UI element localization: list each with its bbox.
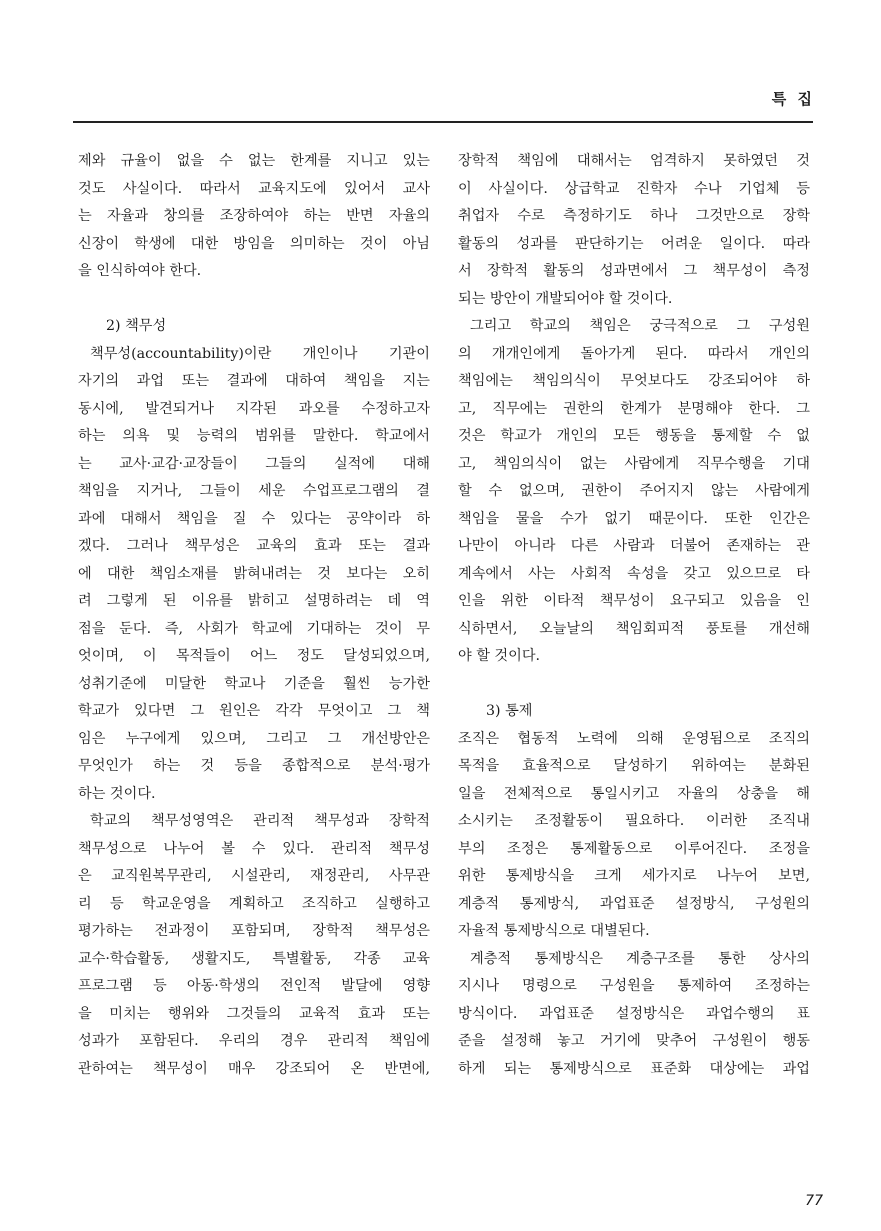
text-line: 고, 직무에는 권한의 한계가 분명해야 한다. 그	[458, 400, 810, 417]
text-line: 제와 규율이 없을 수 없는 한계를 지니고 있는	[78, 153, 430, 169]
text-line: 인을 위한 이타적 책무성이 요구되고 있음을 인	[458, 593, 810, 609]
text-line: 임은 누구에게 있으며, 그리고 그 개선방안은	[78, 730, 430, 747]
text-line: 자율적 통제방식으로 대별된다.	[458, 923, 650, 939]
text-line: 방식이다. 과업표준 설정방식은 과업수행의 표	[458, 1005, 810, 1022]
text-line: 을 인식하여야 한다.	[78, 263, 202, 279]
text-line: 준을 설정해 놓고 거기에 맞추어 구성원이 행동	[458, 1033, 810, 1049]
text-line: 엇이며, 이 목적들이 어느 정도 달성되었으며,	[78, 648, 430, 664]
text-line: 할 수 없으며, 권한이 주어지지 않는 사람에게	[458, 483, 810, 499]
right-column	[458, 148, 810, 1083]
right-paragraph-2	[458, 313, 810, 671]
text-line: 학교가 있다면 그 원인은 각각 무엇이고 그 책	[78, 703, 430, 719]
paragraph-gap	[78, 286, 430, 314]
section-label: 특 집	[771, 90, 815, 108]
text-line: 고, 책임의식이 없는 사람에게 직무수행을 기대	[458, 455, 810, 472]
text-line: 학교의 책무성영역은 관리적 책무성과 장학적	[90, 813, 430, 829]
text-line: 동시에, 발견되거나 지각된 과오를 수정하고자	[78, 400, 430, 417]
text-line: 성과가 포함된다. 우리의 경우 관리적 책임에	[78, 1033, 430, 1049]
text-line: 책무성(accountability)이란 개인이나 기관이	[90, 345, 430, 362]
text-line: 평가하는 전과정이 포함되며, 장학적 책무성은	[78, 923, 430, 939]
text-line: 위한 통제방식을 크게 세가지로 나누어 보면,	[458, 868, 810, 884]
text-line: 부의 조정은 통제활동으로 이루어진다. 조정을	[458, 840, 810, 857]
text-line: 목적을 효율적으로 달성하기 위하여는 분화된	[458, 758, 810, 774]
text-line: 계층적 통제방식, 과업표준 설정방식, 구성원의	[458, 895, 810, 912]
text-line: 는 자율과 창의를 조장하여야 하는 반면 자율의	[78, 208, 430, 224]
right-paragraph-1	[458, 148, 810, 313]
text-line: 취업자 수로 측정하기도 하나 그것만으로 장학	[458, 208, 810, 224]
text-line: 나만이 아니라 다른 사람과 더불어 존재하는 관	[458, 538, 810, 554]
header-rule	[73, 121, 813, 123]
text-line: 계속에서 사는 사회적 속성을 갖고 있으므로 타	[458, 565, 810, 582]
text-line: 것은 학교가 개인의 모든 행동을 통제할 수 없	[458, 428, 810, 444]
left-paragraph-2	[78, 341, 430, 809]
text-line: 리 등 학교운영을 계획하고 조직하고 실행하고	[78, 895, 430, 912]
text-line: 프로그램 등 아동·학생의 전인적 발달에 영향	[78, 978, 430, 994]
text-line: 책임을 물을 수가 없기 때문이다. 또한 인간은	[458, 510, 810, 527]
text-line: 관하여는 책무성이 매우 강조되어 온 반면에,	[78, 1060, 430, 1077]
text-line: 성취기준에 미달한 학교나 기준을 훨씬 능가한	[78, 675, 430, 692]
text-line: 겠다. 그러나 책무성은 교육의 효과 또는 결과	[78, 538, 430, 554]
text-line: 되는 방안이 개발되어야 할 것이다.	[458, 290, 673, 307]
section-heading-control: 3) 통제	[486, 703, 533, 719]
text-line: 지시나 명령으로 구성원을 통제하여 조정하는	[458, 978, 810, 994]
text-line: 과에 대해서 책임을 질 수 있다는 공약이라 하	[78, 510, 430, 527]
text-line: 는 교사·교감·교장들이 그들의 실적에 대해	[78, 455, 430, 472]
text-line: 하게 되는 통제방식으로 표준화 대상에는 과업	[458, 1060, 810, 1077]
text-line: 점을 둔다. 즉, 사회가 학교에 기대하는 것이 무	[78, 620, 430, 637]
text-line: 장학적 책임에 대해서는 엄격하지 못하였던 것	[458, 153, 810, 169]
text-line: 은 교직원복무관리, 시설관리, 재정관리, 사무관	[78, 868, 430, 884]
text-line: 무엇인가 하는 것 등을 종합적으로 분석·평가	[78, 758, 430, 774]
text-line: 자기의 과업 또는 결과에 대하여 책임을 지는	[78, 373, 430, 389]
paragraph-gap	[458, 671, 810, 699]
text-line: 일을 전체적으로 통일시키고 자율의 상충을 해	[458, 785, 810, 802]
left-paragraph-1	[78, 148, 430, 286]
text-line: 조직은 협동적 노력에 의해 운영됨으로 조직의	[458, 730, 810, 747]
text-line: 책임을 지거나, 그들이 세운 수업프로그램의 결	[78, 483, 430, 499]
text-line: 식하면서, 오늘날의 책임회피적 풍토를 개선해	[458, 620, 810, 637]
text-line: 소시키는 조정활동이 필요하다. 이러한 조직내	[458, 813, 810, 829]
text-line: 서 장학적 활동의 성과면에서 그 책무성이 측정	[458, 263, 810, 279]
section-heading-accountability: 2) 책무성	[106, 318, 167, 334]
left-paragraph-3	[78, 808, 430, 1083]
text-line: 신장이 학생에 대한 방임을 의미하는 것이 아님	[78, 235, 430, 252]
text-line: 에 대한 책임소재를 밝혀내려는 것 보다는 오히	[78, 565, 430, 582]
text-line: 교수·학습활동, 생활지도, 특별활동, 각종 교육	[78, 950, 430, 967]
page-number: 77	[805, 1193, 823, 1209]
text-line: 책무성으로 나누어 볼 수 있다. 관리적 책무성	[78, 840, 430, 857]
text-line: 하는 의욕 및 능력의 범위를 말한다. 학교에서	[78, 428, 430, 444]
left-column	[78, 148, 430, 1083]
text-line: 것도 사실이다. 따라서 교육지도에 있어서 교사	[78, 180, 430, 197]
text-line: 야 할 것이다.	[458, 648, 541, 664]
text-line: 계층적 통제방식은 계층구조를 통한 상사의	[470, 950, 810, 967]
text-line: 책임에는 책임의식이 무엇보다도 강조되어야 하	[458, 373, 810, 389]
text-line: 그리고 학교의 책임은 궁극적으로 그 구성원	[470, 318, 810, 334]
text-line: 의 개개인에게 돌아가게 된다. 따라서 개인의	[458, 345, 810, 362]
right-paragraph-3	[458, 726, 810, 946]
text-line: 려 그렇게 된 이유를 밝히고 설명하려는 데 역	[78, 593, 430, 609]
text-line: 을 미치는 행위와 그것들의 교육적 효과 또는	[78, 1005, 430, 1022]
text-line: 활동의 성과를 판단하기는 어려운 일이다. 따라	[458, 235, 810, 252]
right-paragraph-4	[458, 946, 810, 1084]
text-line: 이 사실이다. 상급학교 진학자 수나 기업체 등	[458, 180, 810, 197]
text-line: 하는 것이다.	[78, 785, 156, 802]
